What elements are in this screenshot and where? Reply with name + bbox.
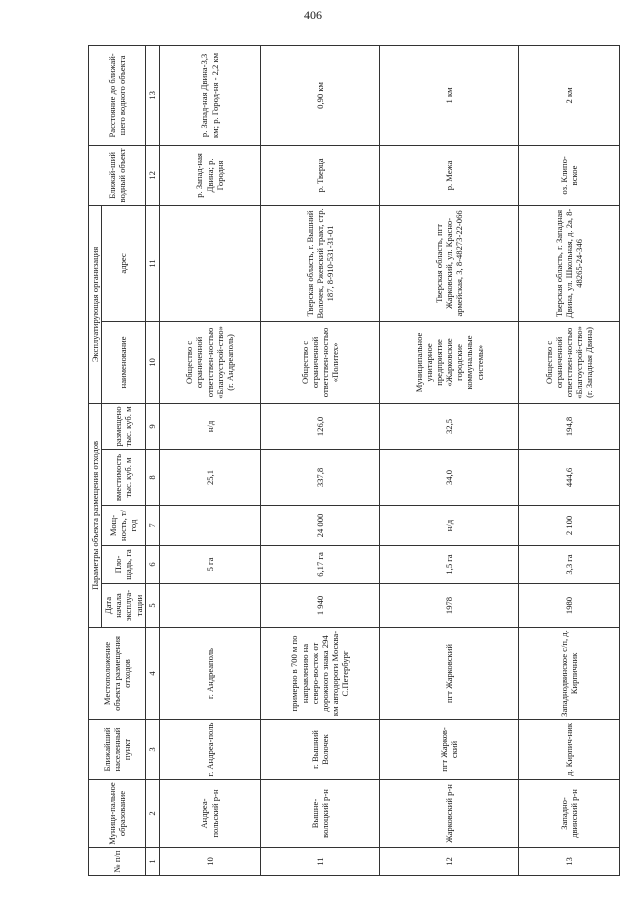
cell-settlement: г. Андреа-поль <box>159 720 260 780</box>
header-org-address: адрес <box>102 205 146 321</box>
cell-capacity-t: 24 000 <box>260 506 380 546</box>
header-start-date: Дата начала эксплуа-тации <box>102 584 146 628</box>
column-number: 9 <box>145 403 159 449</box>
cell-placed: 32,5 <box>380 403 519 449</box>
cell-municipality: Жарковский р-н <box>380 780 519 848</box>
cell-org-name: Общество с ограниченной ответствен-ностью «Политех» <box>260 321 380 403</box>
header-params-group: Параметры объекта размещения отходов <box>89 403 102 627</box>
cell-water: р. Межа <box>380 145 519 205</box>
header-capacity-m3: вместимость тыс. куб. м <box>102 450 146 506</box>
cell-capacity-t: н/д <box>380 506 519 546</box>
cell-settlement: пгт Жарков-ский <box>380 720 519 780</box>
cell-distance: 2 км <box>519 45 620 145</box>
table-row <box>380 45 519 875</box>
table-row <box>519 45 620 875</box>
column-number-row <box>145 45 159 875</box>
cell-water: р. Запад-ная Двина; р. Городня <box>159 145 260 205</box>
header-distance: Расстояние до ближай-шего водного объекта <box>89 45 146 145</box>
header-location: Местоположение объекта размещения отходов <box>89 628 146 720</box>
cell-settlement: г. Вышний Волочек <box>260 720 380 780</box>
cell-water: оз. Клипо-вское <box>519 145 620 205</box>
page-number: 406 <box>304 8 322 22</box>
cell-org-name: Муниципальное унитарное предприятие «Жарковские городские коммунальные системы» <box>380 321 519 403</box>
cell-municipality: Вышне-волоцкий р-н <box>260 780 380 848</box>
cell-municipality: Западно-двинский р-н <box>519 780 620 848</box>
cell-start-date: 1980 <box>519 584 620 628</box>
cell-location: примерно в 700 м по направлению на северо-восток от дорожного знака 294 км автодороги Москва-С.Петербург <box>260 628 380 720</box>
column-number: 11 <box>145 205 159 321</box>
cell-start-date: 1978 <box>380 584 519 628</box>
header-org-name: наименование <box>102 321 146 403</box>
cell-start-date <box>159 584 260 628</box>
waste-sites-table <box>88 45 620 876</box>
cell-placed: 194,8 <box>519 403 620 449</box>
table-row <box>159 45 260 875</box>
cell-location: г. Андреаполь <box>159 628 260 720</box>
cell-no: 11 <box>260 848 380 876</box>
cell-distance: 0,90 км <box>260 45 380 145</box>
cell-area: 3,3 га <box>519 546 620 584</box>
header-no: № п/п <box>89 848 146 876</box>
cell-capacity-t <box>159 506 260 546</box>
cell-start-date: 1 940 <box>260 584 380 628</box>
cell-area: 6,17 га <box>260 546 380 584</box>
cell-settlement: д. Кирпич-ник <box>519 720 620 780</box>
column-number: 12 <box>145 145 159 205</box>
cell-no: 13 <box>519 848 620 876</box>
column-number: 3 <box>145 720 159 780</box>
column-number: 6 <box>145 546 159 584</box>
cell-org-name: Общество с ограниченной ответствен-ностью «Благоустрой-ство» (г. Андреаполь) <box>159 321 260 403</box>
cell-distance: р. Запад-ная Двина-3,3 км; р. Город-ня - 2,2 км <box>159 45 260 145</box>
column-number: 7 <box>145 506 159 546</box>
cell-municipality: Андреа-польский р-н <box>159 780 260 848</box>
column-number: 5 <box>145 584 159 628</box>
cell-org-address: Тверская область, пгт Жарковский, ул. Красно-армейская, 3, 8-48273-22-066 <box>380 205 519 321</box>
column-number: 13 <box>145 45 159 145</box>
table-row <box>260 45 380 875</box>
header-settlement: Ближайший населенный пункт <box>89 720 146 780</box>
cell-capacity-m3: 34,0 <box>380 450 519 506</box>
header-water: Ближай-ший водный объект <box>89 145 146 205</box>
cell-capacity-t: 2 100 <box>519 506 620 546</box>
cell-capacity-m3: 25,1 <box>159 450 260 506</box>
header-municipality: Муници-пальное образование <box>89 780 146 848</box>
header-capacity-t: Мощ-ность, т/год <box>102 506 146 546</box>
cell-capacity-m3: 444,6 <box>519 450 620 506</box>
cell-no: 12 <box>380 848 519 876</box>
cell-org-address: Тверская область, г. Западная Двина, ул. Школьная, д. 2а, 8-48265-24-346 <box>519 205 620 321</box>
header-area: Пло-щадь, га <box>102 546 146 584</box>
cell-org-address: Тверская область, г. Вышний Волочек, Ржевский тракт, стр. 187, 8-910-531-31-01 <box>260 205 380 321</box>
cell-org-name: Общество с ограниченной ответствен-ностью «Благоустрой-ство» (г. Западная Двина) <box>519 321 620 403</box>
cell-area: 5 га <box>159 546 260 584</box>
table-container <box>88 46 620 876</box>
cell-location: Западнодвинское с/п, д. Кирпичник <box>519 628 620 720</box>
cell-org-address <box>159 205 260 321</box>
cell-capacity-m3: 337,8 <box>260 450 380 506</box>
cell-location: пгт Жарковский <box>380 628 519 720</box>
cell-distance: 1 км <box>380 45 519 145</box>
column-number: 10 <box>145 321 159 403</box>
column-number: 8 <box>145 450 159 506</box>
cell-placed: н/д <box>159 403 260 449</box>
cell-water: р. Тверца <box>260 145 380 205</box>
header-operator-group: Эксплуатирующая организация <box>89 205 102 403</box>
header-placed: размещено тыс. куб. м <box>102 403 146 449</box>
cell-area: 1,5 га <box>380 546 519 584</box>
cell-placed: 126,0 <box>260 403 380 449</box>
column-number: 1 <box>145 848 159 876</box>
rotated-table-area <box>88 46 620 876</box>
column-number: 2 <box>145 780 159 848</box>
cell-no: 10 <box>159 848 260 876</box>
column-number: 4 <box>145 628 159 720</box>
